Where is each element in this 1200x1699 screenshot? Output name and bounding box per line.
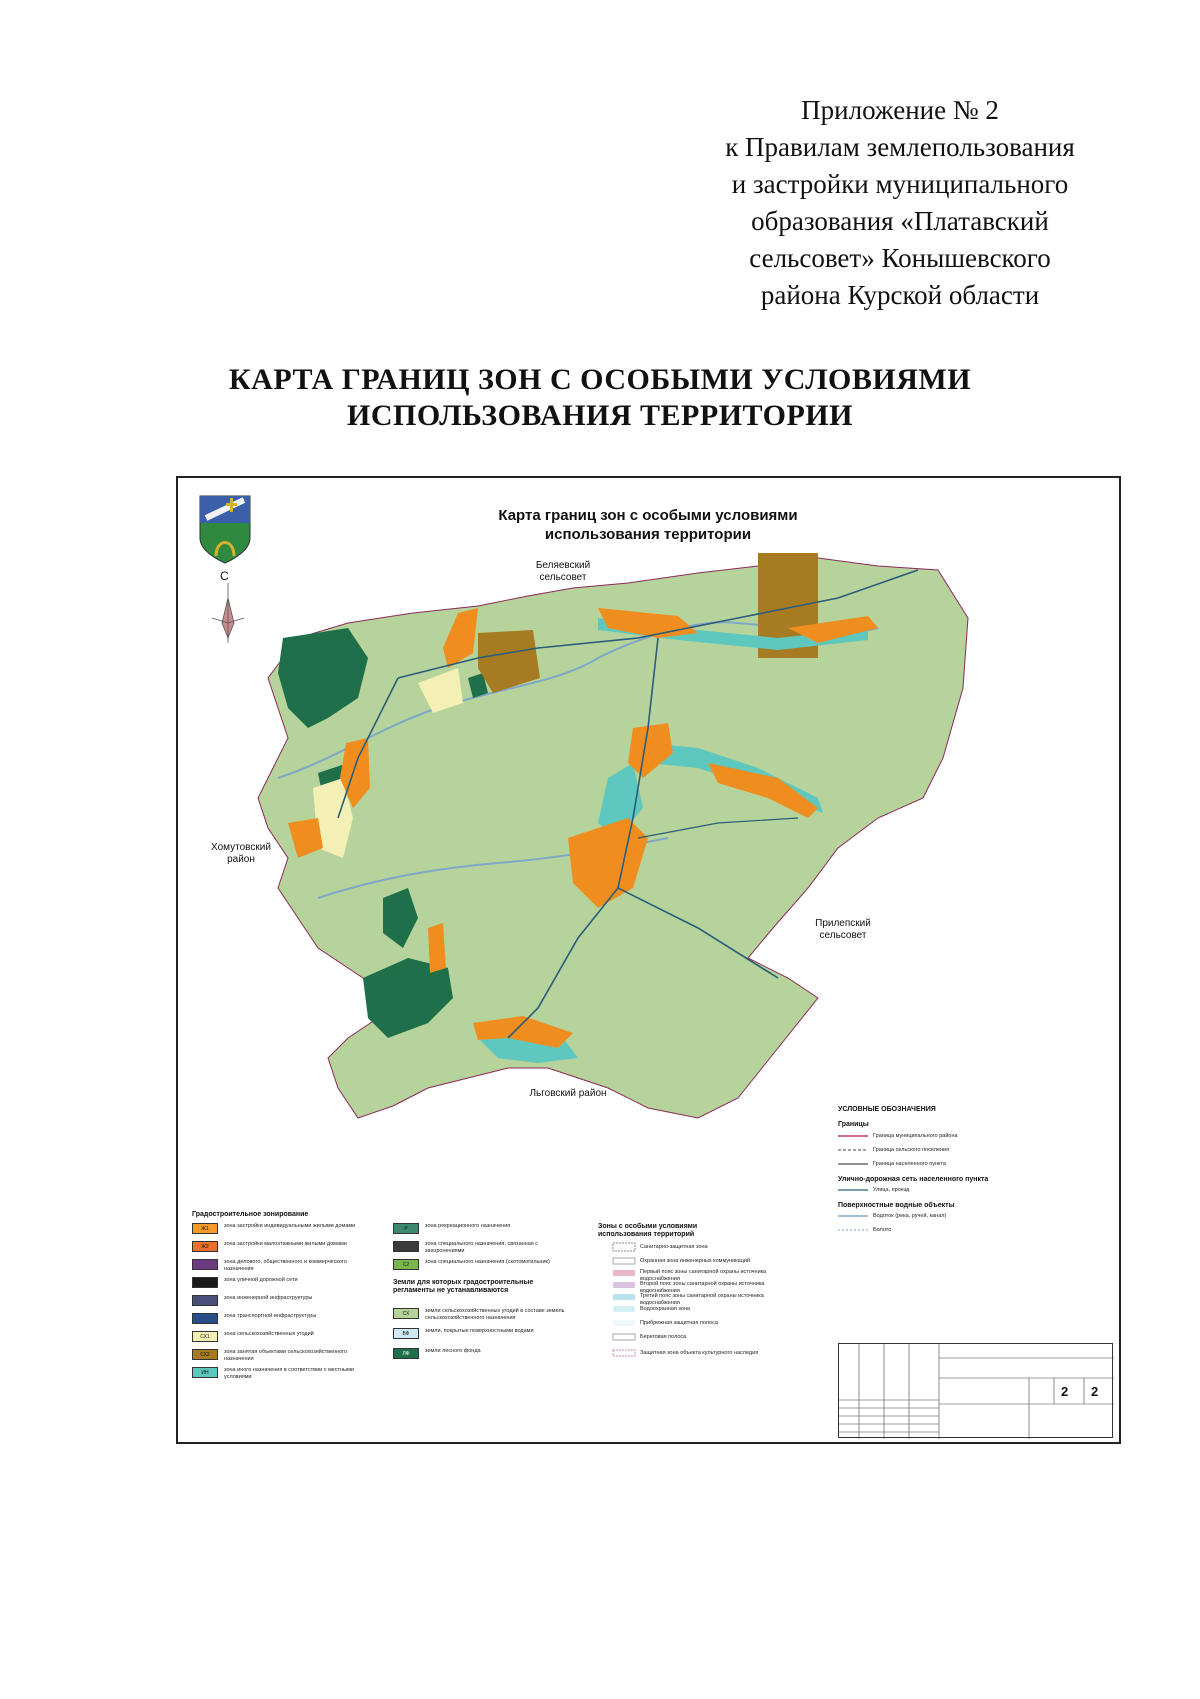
legend-zoning-text: зона инженерной инфраструктуры: [224, 1295, 313, 1301]
legend-zoning2-swatch: [393, 1241, 419, 1252]
legend-zone-text: Водоохранная зона: [640, 1306, 690, 1312]
legend-zone-text: Третий пояс зоны санитарной охраны источника водоснабжения: [640, 1293, 764, 1306]
legend-zoning-text: зона застройки индивидуальными жилыми домами: [224, 1223, 356, 1229]
map-frame: [176, 476, 1121, 1444]
legend-zoning-swatch: [192, 1295, 218, 1306]
legend-border-settlement: Граница сельского поселения: [873, 1147, 950, 1153]
legend-border-locality: Граница населенного пункта: [873, 1161, 946, 1167]
settlement-south-2: [428, 923, 446, 973]
legend-zoning2-text: земли лесного фонда: [425, 1348, 481, 1354]
stamp-grid: [839, 1344, 1114, 1439]
legend-zoning2-text: зона специального назначения, связанная с захоронениями: [425, 1241, 539, 1254]
legend-zoning-swatch: СХ1: [192, 1331, 218, 1342]
legend-streets-head: Улично-дорожная сеть населенного пункта: [838, 1176, 989, 1183]
neighbor-east-line-1: Прилепский: [815, 918, 871, 929]
appendix-line-4: образования «Платавский: [751, 206, 1049, 236]
legend-title: УСЛОВНЫЕ ОБОЗНАЧЕНИЯ: [838, 1106, 936, 1113]
legend-zone-text: Второй пояс зоны санитарной охраны источника водоснабжения: [640, 1281, 765, 1294]
legend-zoning-swatch: ИН: [192, 1367, 218, 1378]
legend-zoning-text: зона транспортной инфраструктуры: [224, 1313, 317, 1319]
legend-street: Улица, проезд: [873, 1187, 910, 1193]
map-title-line-2: использования территории: [544, 526, 752, 543]
stamp-sheet-number: 2: [1061, 1384, 1069, 1399]
legend-zone-text: Защитная зона объекта культурного наследия: [640, 1350, 759, 1356]
map-title-line-1: Карта границ зон с особыми условиями: [498, 507, 798, 524]
legend-zoning-swatch: СХ2: [192, 1349, 218, 1360]
legend-zoning-text: зона занятая объектами сельскохозяйственного назначения: [224, 1349, 348, 1362]
legend-zoning-text: зона иного назначения в соответствии с местными условиями: [224, 1367, 354, 1380]
document-title-line-2: ИСПОЛЬЗОВАНИЯ ТЕРРИТОРИИ: [347, 399, 853, 432]
neighbor-north: [518, 560, 608, 584]
compass-letter: С: [220, 569, 229, 583]
legend-zone-text: Первый пояс зоны санитарной охраны источника водоснабжения: [640, 1269, 767, 1282]
legend-zoning-text: зона сельскохозяйственных угодий: [224, 1331, 314, 1337]
appendix-line-1: Приложение № 2: [801, 95, 999, 125]
legend-zoning2-text: зона рекреационного назначения: [425, 1223, 511, 1229]
legend-zoning-text: зона застройки малоэтажными жилыми домами: [224, 1241, 347, 1247]
legend-zone-text: Береговая полоса: [640, 1334, 687, 1340]
legend-water-swamp: Болото: [873, 1227, 892, 1233]
title-block-stamp: [838, 1343, 1113, 1438]
appendix-line-6: района Курской области: [760, 280, 1040, 310]
coat-of-arms: [200, 496, 250, 563]
legend-zoning2-text: земли сельскохозяйственных угодий в составе земель сельскохозяйственного назначения: [425, 1308, 565, 1321]
neighbor-west-line-1: Хомутовский: [211, 842, 271, 853]
stamp-sheets-total: 2: [1091, 1384, 1099, 1399]
legend-zoning-swatch: Ж1: [192, 1223, 218, 1234]
appendix-line-3: и застройки муниципального: [731, 169, 1069, 199]
legend-borders-head: Границы: [838, 1121, 869, 1128]
legend-zones-head: Зоны с особыми условиями использования территорий: [598, 1223, 698, 1238]
legend-zone-swatches: [613, 1243, 635, 1356]
legend-zoning-swatch: [192, 1277, 218, 1288]
legend-zoning2-text: земли, покрытые поверхностными водами: [425, 1328, 534, 1334]
legend-zoning-swatch: [192, 1259, 218, 1270]
neighbor-east: [798, 918, 888, 942]
neighbor-east-line-2: сельсовет: [819, 930, 867, 941]
legend-water-river: Водоток (река, ручей, канал): [873, 1213, 947, 1219]
legend-zone-text: Охранная зона инженерных коммуникаций: [640, 1258, 751, 1264]
legend-zoning2-swatch: ВФ: [393, 1328, 419, 1339]
appendix-line-2: к Правилам землепользования: [725, 132, 1075, 162]
neighbor-north-line-1: Беляевский: [535, 560, 591, 571]
legend-zoning2-swatch: СХ: [393, 1308, 419, 1319]
neighbor-north-line-2: сельсовет: [539, 572, 587, 583]
neighbor-west: [196, 842, 286, 866]
appendix-note: [690, 92, 1110, 314]
legend-zone-text: Прибрежная защитная полоса: [640, 1320, 718, 1326]
legend-zoning-text: зона уличной дорожной сети: [224, 1277, 298, 1283]
appendix-line-5: сельсовет» Конышевского: [749, 243, 1051, 273]
map-title: [438, 506, 858, 544]
legend-zoning-swatch: [192, 1313, 218, 1324]
legend-border-district: Граница муниципального района: [873, 1133, 958, 1139]
legend-zoning-swatch: Ж2: [192, 1241, 218, 1252]
document-title: [150, 362, 1050, 434]
neighbor-south: Льговский район: [529, 1088, 607, 1099]
compass-rose: [212, 583, 244, 643]
document-title-line-1: КАРТА ГРАНИЦ ЗОН С ОСОБЫМИ УСЛОВИЯМИ: [228, 363, 972, 396]
legend-zone-text: Санитарно-защитная зона: [640, 1244, 708, 1250]
legend-zoning2-swatch: С2: [393, 1259, 419, 1270]
legend-zoning2-text: зона специального назначения (скотомогильник): [425, 1259, 550, 1265]
neighbor-west-line-2: район: [227, 854, 255, 865]
legend-zoning-head: Градостроительное зонирование: [192, 1211, 309, 1218]
legend-zoning2-swatch: Р: [393, 1223, 419, 1234]
legend-zoning2-head: Земли для которых градостроительные регламенты не устанавливаются: [393, 1279, 534, 1294]
legend-zoning-text: зона делового, общественного и коммерческого назначения: [224, 1259, 347, 1272]
legend-water-head: Поверхностные водные объекты: [838, 1202, 955, 1209]
legend-zoning2-swatch: ЛФ: [393, 1348, 419, 1359]
